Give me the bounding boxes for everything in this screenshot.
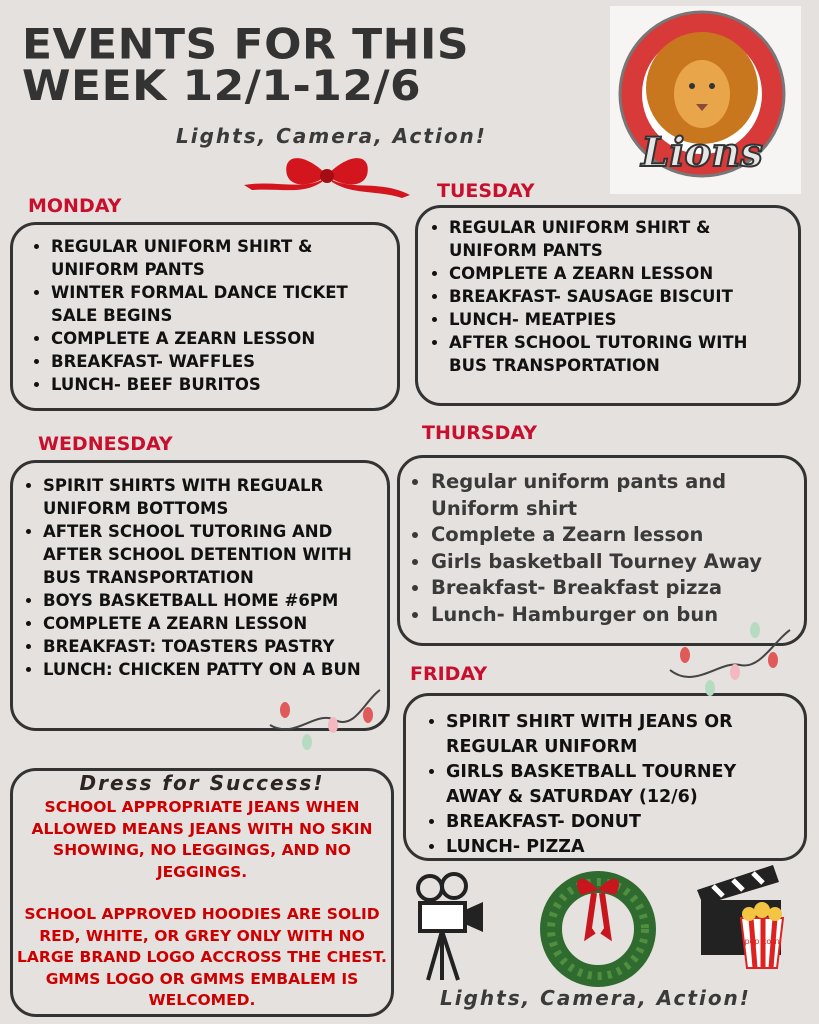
list-item: • Complete a Zearn lesson	[431, 522, 804, 549]
list-item: • Lunch- Hamburger on bun	[431, 602, 804, 629]
wednesday-list	[13, 474, 377, 681]
list-item: • Breakfast- Breakfast pizza	[431, 575, 804, 602]
list-item: • SPIRIT SHIRT WITH JEANS OR REGULAR UNIFORM	[446, 710, 796, 760]
dress-code-title: Dress for Success!	[79, 771, 325, 795]
popcorn-label: pop corn	[744, 937, 780, 946]
list-item: • LUNCH- PIZZA	[446, 835, 796, 860]
list-item: • COMPLETE A ZEARN LESSON	[51, 327, 397, 350]
christmas-lights-icon	[265, 680, 385, 750]
tagline: Lights, Camera, Action!	[176, 124, 487, 148]
friday-box	[403, 693, 807, 861]
lion-logo-icon	[610, 6, 801, 194]
clapperboard-popcorn-icon	[693, 860, 803, 970]
list-item: • COMPLETE A ZEARN LESSON	[43, 612, 377, 635]
thursday-box	[397, 455, 807, 646]
logo-script-text: Lions	[641, 129, 763, 176]
list-item: • Regular uniform pants and Uniform shirt	[431, 469, 804, 522]
list-item: • LUNCH- BEEF BURITOS	[51, 373, 397, 396]
footer-tagline: Lights, Camera, Action!	[440, 986, 751, 1010]
list-item: • LUNCH- MEATPIES	[449, 308, 788, 331]
page-title	[22, 20, 470, 111]
list-item: • AFTER SCHOOL TUTORING WITH BUS TRANSPORTATION	[449, 331, 788, 377]
thursday-label: THURSDAY	[422, 422, 538, 444]
school-logo	[610, 6, 801, 194]
list-item: • LUNCH: CHICKEN PATTY ON A BUN	[43, 658, 377, 681]
tuesday-label: TUESDAY	[437, 180, 535, 202]
tuesday-box	[415, 205, 801, 406]
list-item: • GIRLS BASKETBALL TOURNEY AWAY & SATURDAY (12/6)	[446, 760, 796, 810]
list-item: • COMPLETE A ZEARN LESSON	[449, 262, 788, 285]
list-item: • BREAKFAST- SAUSAGE BISCUIT	[449, 285, 788, 308]
friday-label: FRIDAY	[410, 663, 488, 685]
monday-box	[10, 222, 400, 411]
monday-label: MONDAY	[28, 195, 122, 217]
jeans-policy: SCHOOL APPROPRIATE JEANS WHEN ALLOWED MEANS JEANS WITH NO SKIN SHOWING, NO LEGGINGS, AND NO JEGGINGS.	[31, 798, 373, 881]
christmas-lights-icon	[665, 620, 795, 700]
red-bow-icon	[242, 150, 412, 210]
wednesday-label: WEDNESDAY	[38, 433, 173, 455]
monday-list	[13, 235, 397, 396]
wreath-icon	[536, 865, 661, 990]
list-item: • BOYS BASKETBALL HOME #6PM	[43, 589, 377, 612]
dress-code-box	[10, 768, 394, 1017]
friday-list	[406, 710, 796, 860]
hoodie-policy: SCHOOL APPROVED HOODIES ARE SOLID RED, WHITE, OR GREY ONLY WITH NO LARGE BRAND LOGO ACCROSS THE CHEST. GMMS LOGO OR GMMS EMBALEM IS WELCOMED.	[17, 905, 387, 1009]
list-item: • AFTER SCHOOL TUTORING AND AFTER SCHOOL DETENTION WITH BUS TRANSPORTATION	[43, 520, 377, 589]
list-item: • REGULAR UNIFORM SHIRT & UNIFORM PANTS	[449, 216, 788, 262]
list-item: • Girls basketball Tourney Away	[431, 549, 804, 576]
list-item: • WINTER FORMAL DANCE TICKET SALE BEGINS	[51, 281, 397, 327]
list-item: • SPIRIT SHIRTS WITH REGUALR UNIFORM BOTTOMS	[43, 474, 377, 520]
list-item: • BREAKFAST- WAFFLES	[51, 350, 397, 373]
list-item: • BREAKFAST: TOASTERS PASTRY	[43, 635, 377, 658]
list-item: • REGULAR UNIFORM SHIRT & UNIFORM PANTS	[51, 235, 397, 281]
tuesday-list	[418, 216, 788, 377]
thursday-list	[400, 469, 804, 628]
movie-camera-icon	[408, 868, 488, 983]
title-line-1: EVENTS FOR THIS	[22, 20, 470, 69]
title-line-2: WEEK 12/1-12/6	[22, 62, 422, 111]
list-item: • BREAKFAST- DONUT	[446, 810, 796, 835]
